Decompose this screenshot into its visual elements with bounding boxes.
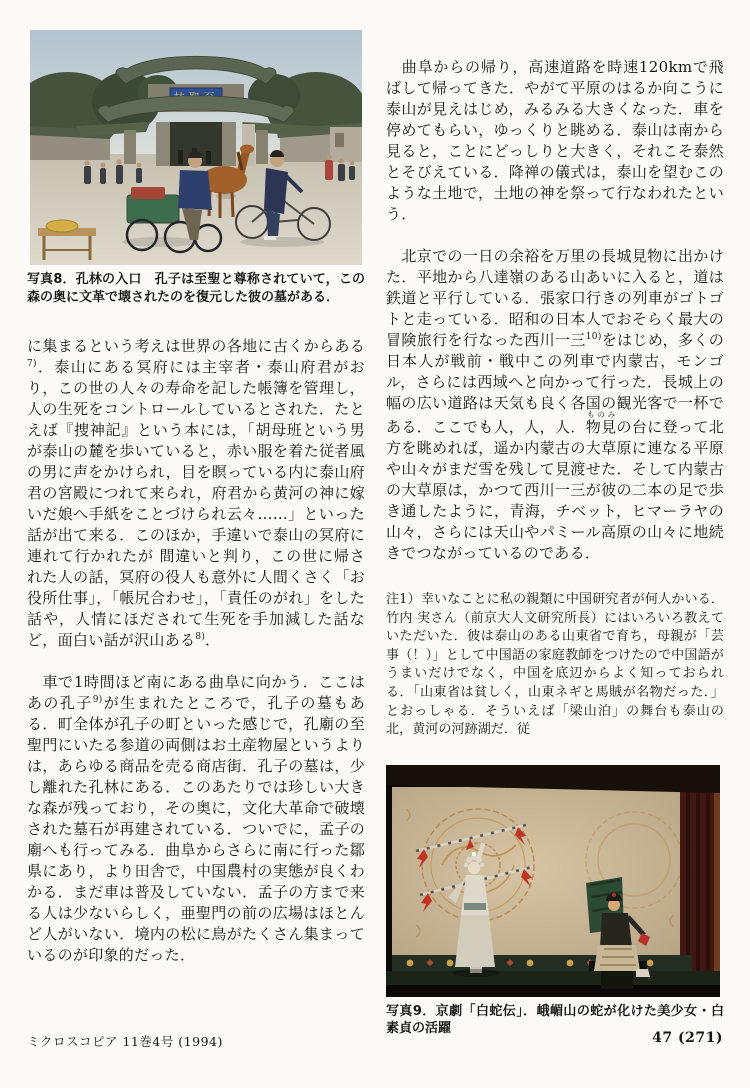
- left-column: [27, 30, 365, 966]
- right-paragraph-2: 北京での一日の余裕を万里の長城見物に出かけた．平地から八達嶺のある山あいに入ると，道は鉄道と平行している．張家口行きの列車がゴトゴトと走っている．昭和の日本人でおそらく最大の冒険旅行を行なった西川一三$^{10)}$をはじめ，多くの日本人が戦前・戦中この列車で内蒙古，モンゴル，さらには西域へと向かって行った．長城上の幅の広い道路は天気も良く各国の観光客で一杯である．ここでも人，人，人．物見ものみの台に登って北方を眺めれば，遥か内蒙古の大草原に連なる平原や山々がまだ雪を残して見渡せた．そして内蒙古の大草原は，かつて西川一三が彼の二本の足で歩き通したように，青海，チベット，ヒマーラヤの山々，さらには天山やパミール高原の山々に地続きでつながっているのである．: [386, 247, 724, 562]
- photo8-konglin-gate: [30, 30, 362, 265]
- right-paragraph-1: 曲阜からの帰り，高速道路を時速120kmで飛ばして帰ってきた．やがて平原のはるか向こうに泰山が見えはじめ，みるみる大きくなった．車を停めてもらい，ゆっくりと眺める．泰山は南から見ると，ことにどっしりと大きく，それこそ泰然とそびえている．降禅の儀式は，泰山を望むこのような土地で，土地の神を祭って行なわれたという．: [386, 58, 724, 223]
- photo9-peking-opera: [386, 765, 720, 997]
- photo8-caption: 写真8．孔林の入口 孔子は至聖と尊称されていて，この森の奥に文革で壊されたのを復元した彼の墓がある．: [27, 272, 365, 305]
- stage-floor: [386, 955, 720, 997]
- photo9-caption: 写真9．京劇「白蛇伝」．峨嵋山の蛇が化けた美少女・白素貞の活躍: [386, 1003, 724, 1037]
- photo9-illustration: [386, 765, 720, 997]
- left-paragraph-1: に集まるという考えは世界の各地に古くからある$^{7)}$．泰山にある冥府には主宰者・泰山府君がおり，この世の人々の寿命を記した帳簿を管理し，人の生死をコントロールしているとされた．たとえば『捜神記』という本には，「胡母班という男が泰山の麓を歩いていると，赤い服を着た従者風の男に声をかけられ，目を瞑っている内に泰山府君の宮殿につれて来られ，府君から黄河の神に嫁いだ娘へ手紙をことづけられ云々……」といった話が出て来る．このほか，手違いで泰山の冥府に連れて行かれたが 間違いと判り，この世に帰された人の話，冥府の役人も意外に人間くさく「お役所仕事」，「帳尻合わせ」，「責任のがれ」をした話や，人情にほだされて生死を手加減した話など，面白い話が沢山ある$^{8)}$．: [27, 337, 365, 649]
- photo8-illustration: [30, 30, 362, 265]
- page-number: 47 (271): [652, 1030, 723, 1046]
- stage-curtain: [680, 783, 720, 979]
- left-paragraph-2: 車で1時間ほど南にある曲阜に向かう．ここはあの孔子$^{9)}$が生まれたところで，孔子の墓もある．町全体が孔子の町といった感じで，孔廟の至聖門にいたる参道の両側はお土産物屋というよりは，あらゆる商品を売る商店街．孔子の墓は，少し離れた孔林にある．このあたりでは珍しい大きな森が残っており，その奥に，文化大革命で破壊された墓石が再建されている．ついでに，孟子の廟へも行ってみる．曲阜からさらに南に行った鄒県にあり，より田舎で，中国農村の実態が良くわかる．まだ車は普及していない．孟子の方まで来る人は少ないらしく，亜聖門の前の広場はほとんど人がいない．境内の松に鳥がたくさん集まっているのが印象的だった．: [27, 673, 366, 964]
- right-column: [386, 30, 724, 1038]
- journal-issue-label: ミクロスコピア 11巻4号 (1994): [27, 1034, 223, 1049]
- footnote-1: 注1）幸いなことに私の親類に中国研究者が何人かいる．竹内 実さん（前京大人文研究所長）にはいろいろ教えていただいた．彼は泰山のある山東省で育ち，母親が「芸事（！）」として中国語の家庭教師をつけたので中国語がうまいだけでなく，中国を底辺からよく知っておられる．「山東省は貧しく，山東ネギと馬賊が名物だった．」とおっしゃる．そういえば「梁山泊」の舞台も泰山の北，黄河の河跡湖だ．従: [386, 592, 724, 738]
